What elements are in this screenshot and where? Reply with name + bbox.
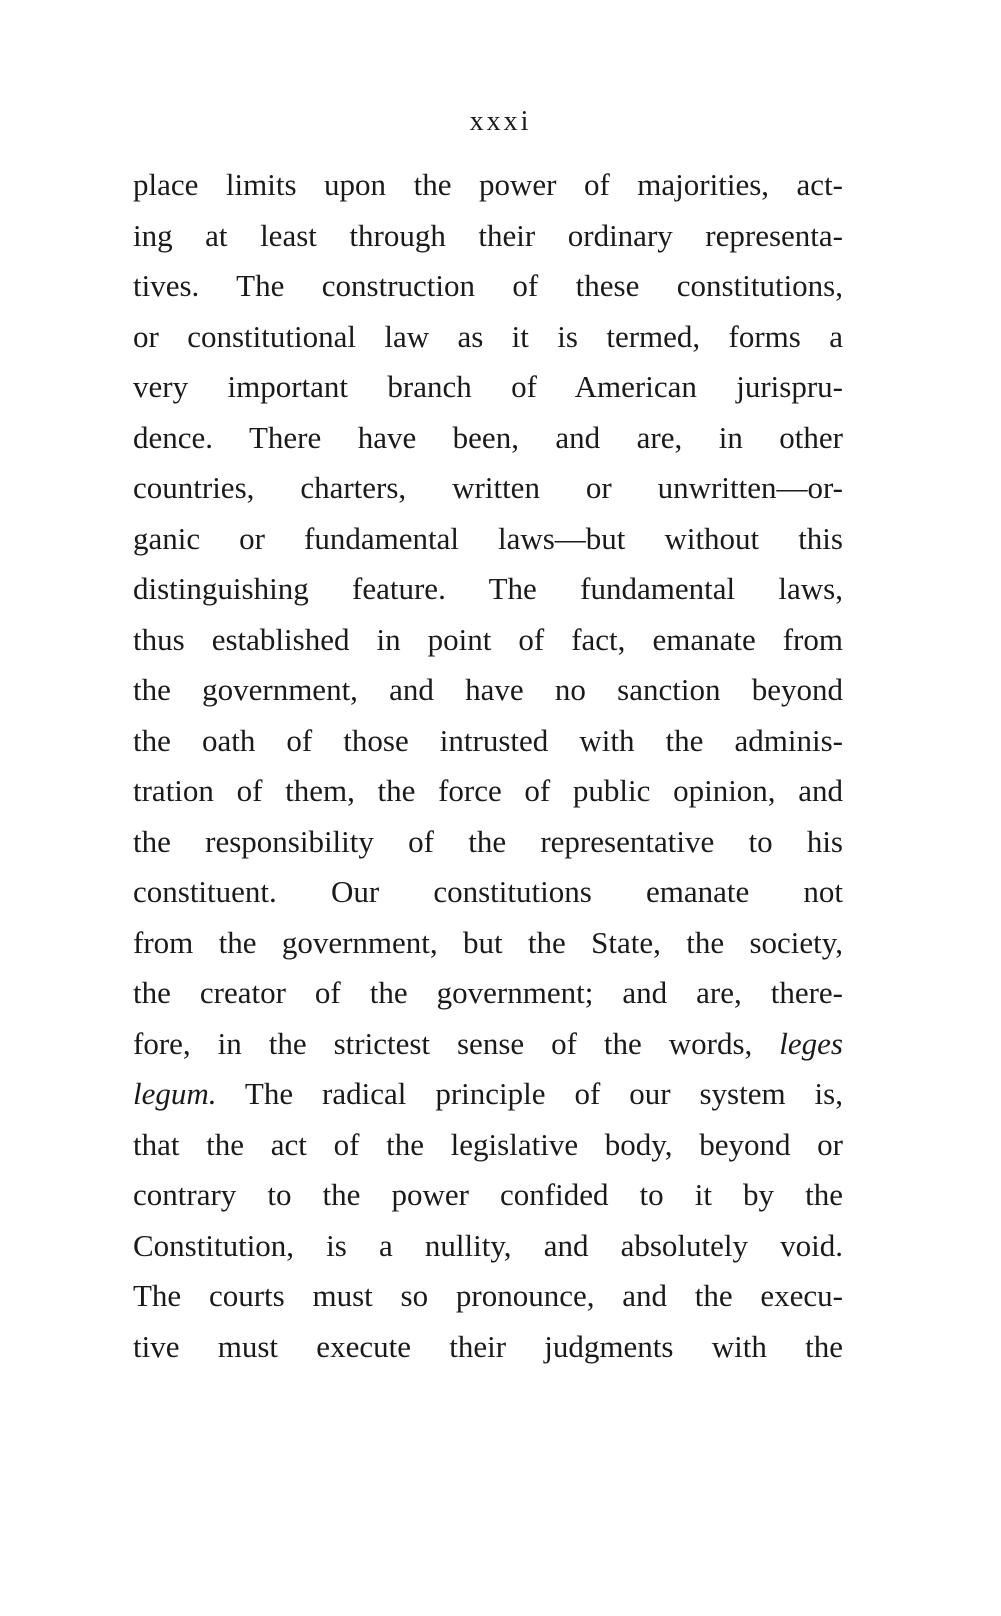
text-line-8: ganic or fundamental laws—but without this xyxy=(133,520,843,556)
page-number: xxxi xyxy=(469,106,532,137)
text-line-18-italic: leges xyxy=(779,1025,843,1061)
text-line-19-rest: The radical principle of our system is, xyxy=(244,1076,843,1111)
text-line-1: place limits upon the power of majorities, act- xyxy=(133,167,843,202)
text-line-2: ing at least through their ordinary representa- xyxy=(133,217,843,253)
text-line-9: distinguishing feature. The fundamental laws, xyxy=(133,571,843,606)
text-line-15: constituent. Our constitutions emanate not xyxy=(133,874,843,909)
text-line-22: Constitution, is a nullity, and absolutely void. xyxy=(133,1227,843,1263)
text-line-17: the creator of the government; and are, there- xyxy=(133,975,843,1010)
text-line-11: the government, and have no sanction beyond xyxy=(133,672,843,707)
text-line-16: from the government, but the State, the society, xyxy=(133,924,843,960)
text-line-20: that the act of the legislative body, beyond or xyxy=(133,1126,843,1162)
text-line-3: tives. The construction of these constitutions, xyxy=(133,268,843,303)
text-line-4: or constitutional law as it is termed, forms a xyxy=(133,318,843,354)
text-line-5: very important branch of American jurispru- xyxy=(133,369,843,404)
text-line-24: tive must execute their judgments with the xyxy=(133,1328,843,1364)
text-line-21: contrary to the power confided to it by the xyxy=(133,1177,843,1212)
text-line-7: countries, charters, written or unwritten—or- xyxy=(133,470,843,505)
text-line-12: the oath of those intrusted with the adminis- xyxy=(133,722,843,758)
text-line-19-italic: legum. xyxy=(133,1076,217,1111)
text-line-23: The courts must so pronounce, and the execu- xyxy=(133,1278,843,1313)
text-line-19 xyxy=(133,1069,843,1120)
body-text xyxy=(133,160,843,1372)
text-line-13: tration of them, the force of public opinion, and xyxy=(133,773,843,808)
text-line-18 xyxy=(133,1019,843,1070)
text-line-18-main: fore, in the strictest sense of the words, xyxy=(133,1025,753,1061)
text-line-10: thus established in point of fact, emanate from xyxy=(133,621,843,657)
text-line-6: dence. There have been, and are, in other xyxy=(133,419,843,455)
text-line-14: the responsibility of the representative to his xyxy=(133,823,843,859)
